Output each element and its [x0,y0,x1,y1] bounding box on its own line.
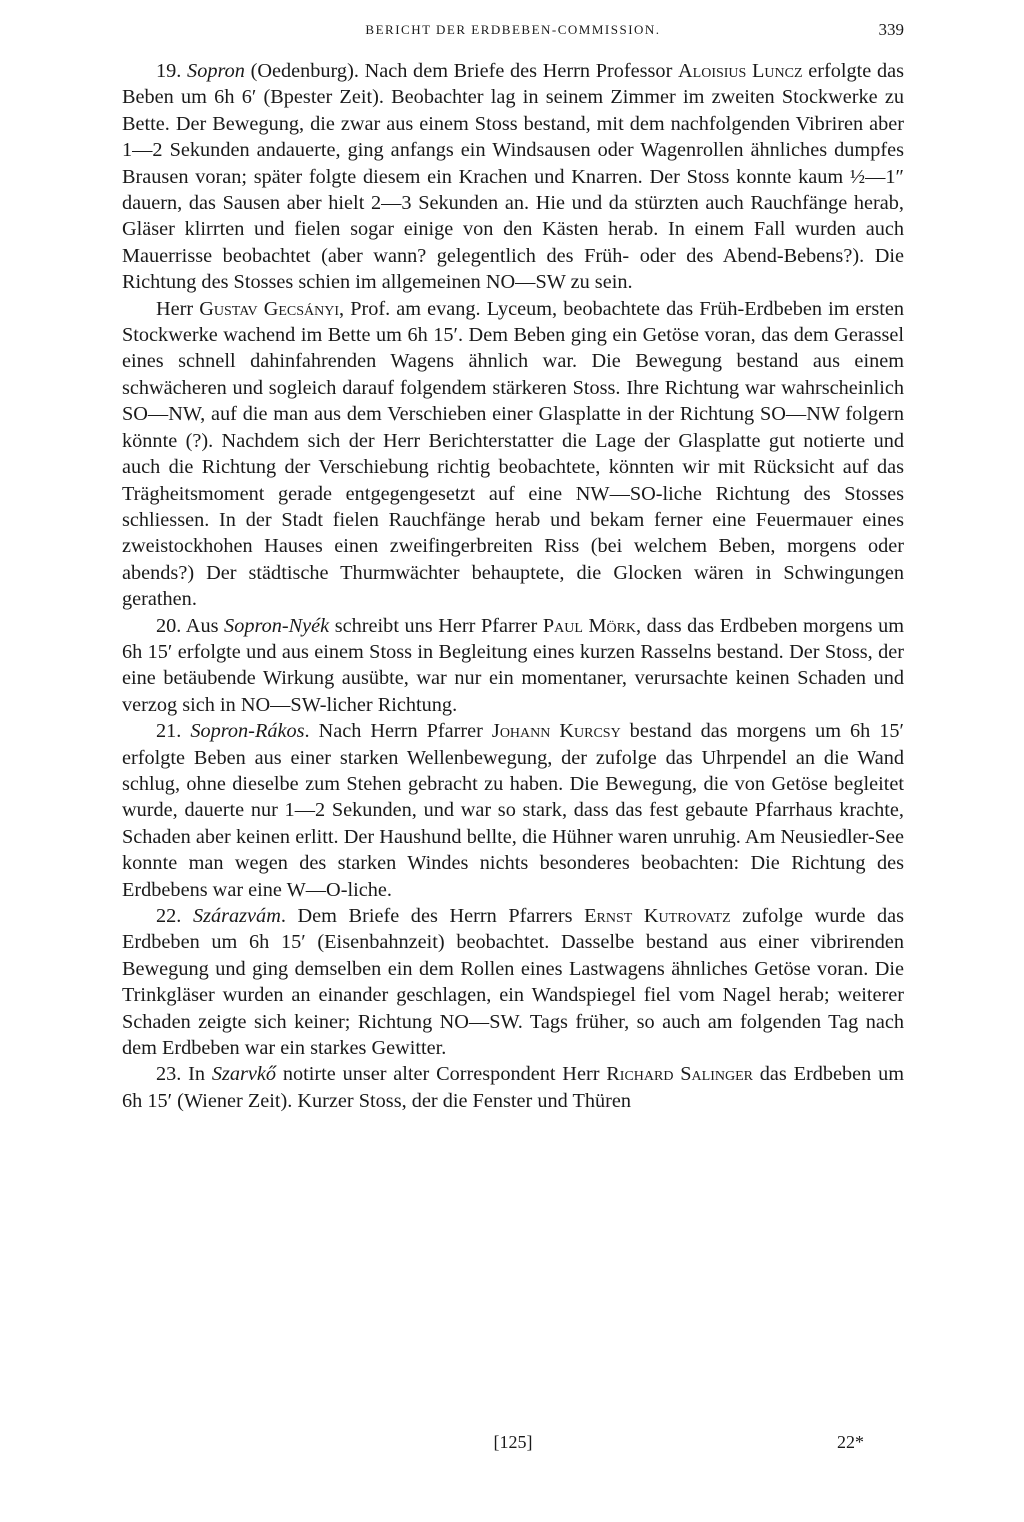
running-title: BERICHT DER ERDBEBEN-COMMISSION. [365,22,661,37]
place-name: Sopron-Rákos [190,720,305,743]
body-text [122,58,904,1114]
text-run: 19. [156,60,188,82]
text-run: erfolgte das Beben um 6h 6′ (Bpester Zeit). Beobachter lag in seinem Zimmer im zweiten Stockwerke zu Bette. Der Bewegung, die zwar aus einem Stoss bestand, mit dem nachfolgenden Vibriren aber 1—2 Sekunden andauerte, ging anfangs ein Windsausen oder Wagenrollen ähnliches dumpfes Brausen voran; später folgte diesem ein Krachen und Knarren. Der Stoss konnte kaum ½—1″ dauern, das Sausen aber hielt 2—3 Sekunden an. Hie und da stürzten auch Rauchfänge herab, Gläser klirrten und fielen sogar einige von den Kästen herab. In einem Fall wurden auch Mauerrisse beobachtet (aber wann? gelegentlich des Früh- oder des Abend-Bebens?). Die Richtung des Stosses schien im allgemeinen NO—SW zu sein. [122,60,904,294]
text-run: 21. [156,720,191,743]
place-name: Szárazvám [192,905,281,927]
page-number: 339 [878,20,904,39]
place-name: Sopron-Nyék [224,614,330,637]
paragraph [122,58,904,296]
text-run: (Oedenburg). Nach dem Briefe des Herrn Professor [244,60,679,82]
text-run: Herr [156,297,200,320]
page-footer [122,1432,904,1458]
paragraph [122,903,904,1061]
text-run: bestand das morgens um 6h 15′ erfolgte Beben aus einer starken Wellenbewegung, der zufolge das Uhrpendel an die Wand schlug, ohne dieselbe zum Stehen gebracht zu haben. Die Bewegung, die von Getöse begleitet wurde, dauerte nur 1—2 Sekunden, und war so stark, dass das fest gebaute Pfarrhaus krachte, Schaden aber keinen erlitt. Der Haushund bellte, die Hühner waren unruhig. Am Neusiedler-See konnte man wegen des starken Windes nichts besonderes beobachten: Die Richtung des Erdbebens war eine W—O-liche. [122,720,904,901]
text-run: notirte unser alter Correspondent Herr [276,1063,607,1086]
text-run: zufolge wurde das Erdbeben um 6h 15′ (Eisenbahnzeit) beobachtet. Dasselbe bestand aus einer vibrirenden Bewegung und ging demselben ein dem Rollen eines Lastwagens ähnliches Getöse voran. Die Trinkgläser wurden an einander geschlagen, ein Wandspiegel fiel vom Nagel herab; weiterer Schaden zeigte sich keiner; Richtung NO—SW. Tags früher, so auch am folgenden Tag nach dem Erdbeben war ein starkes Gewitter. [122,905,904,1060]
text-run: , Prof. am evang. Lyceum, beobachtete das Früh-Erdbeben im ersten Stockwerke wachend im Bette um 6h 15′. Dem Beben ging ein Getöse voran, das dem Gerassel eines schnell dahinfahrenden Wagens ähnlich war. Die Bewegung bestand aus einem schwächeren und sogleich darauf folgendem stärkeren Stoss. Ihre Richtung war wahrscheinlich SO—NW, auf die man aus dem Verschieben einer Glasplatte in der Richtung SO—NW folgern könnte (?). Nachdem sich der Herr Berichterstatter die Lage der Glasplatte gut notierte und auch die Richtung der Verschiebung richtig beobachtete, könnten wir mit Rücksicht auf das Trägheitsmoment gerade entgegengesetzt auf eine NW—SO-liche Richtung des Stosses schliessen. In der Stadt fielen Rauchfänge herab und bekam ferner eine Feuermauer eines zweistockhohen Hauses einen zweifingerbreiten Riss (bei welchem Beben, morgens oder abends?) Der städtische Thurmwächter behauptete, die Glocken wären in Schwingungen gerathen. [122,297,904,611]
person-name: Richard Salinger [606,1063,753,1086]
person-name: Johann Kurcsy [491,720,621,743]
paragraph [122,296,904,613]
text-run: , dass das Erdbeben morgens um 6h 15′ erfolgte und aus einem Stoss in Begleitung eines kurzen Rasselns bestand. Der Stoss, der eine betäubende Wirkung ausübte, war nur ein momentaner, verursachte keinen Schaden und verzog sich in NO—SW-licher Richtung. [122,614,904,716]
place-name: Sopron [187,60,245,82]
paragraph [122,718,904,903]
person-name: Gustav Gecsányi [199,297,340,320]
paragraph [122,1061,904,1114]
text-run: das Erdbeben um 6h 15′ (Wiener Zeit). Kurzer Stoss, der die Fenster und Thüren [122,1063,904,1112]
place-name: Szarvkő [211,1063,277,1086]
person-name: Ernst Kutrovatz [584,905,731,927]
person-name: Aloisius Luncz [678,60,803,82]
text-run: 23. In [156,1063,212,1086]
text-run: schreibt uns Herr Pfarrer [329,614,543,637]
signature-mark: 22* [837,1432,864,1452]
text-run: 20. Aus [156,614,225,637]
text-run: . Nach Herrn Pfarrer [304,720,492,743]
person-name: Paul Mörk [542,614,637,637]
paragraph [122,613,904,719]
sheet-number: [125] [493,1432,533,1452]
text-run: 22. [156,905,193,927]
running-head [122,20,904,44]
text-run: . Dem Briefe des Herrn Pfarrers [280,905,585,927]
